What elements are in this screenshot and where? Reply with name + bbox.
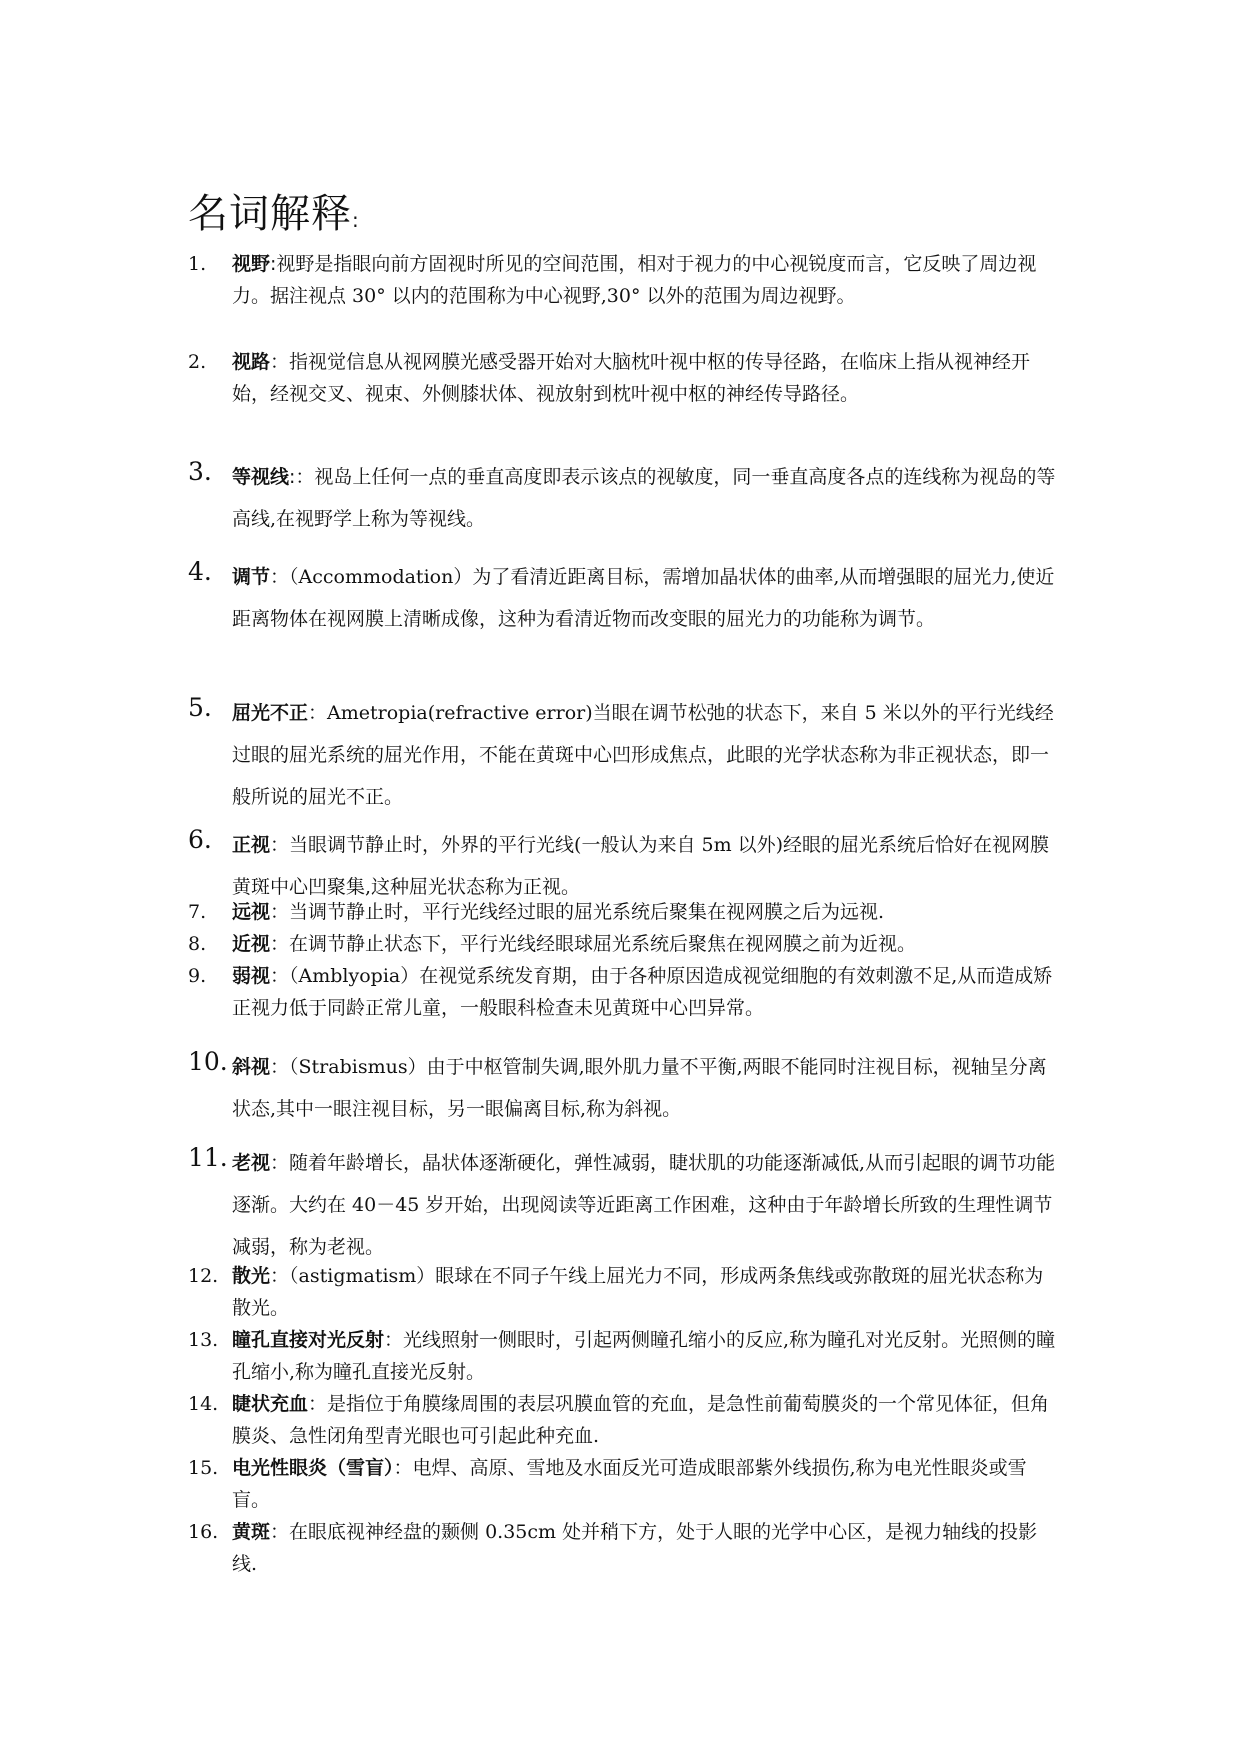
term-entry-1 [188,248,1058,312]
term-entry-5 [188,692,1058,818]
entry-term: 斜视 [232,1056,271,1078]
entry-number: 5. [188,693,212,722]
entry-number: 13. [188,1329,219,1351]
entry-body [232,1388,1058,1452]
entry-separator: :： [289,466,315,488]
entry-definition: Ametropia(refractive error)当眼在调节松弛的状态下，来自 5 米以外的平行光线经过眼的屈光系统的屈光作用，不能在黄斑中心凹形成焦点，此眼的光学状态称为非正视状态，即一般所说的屈光不正。 [232,702,1054,808]
entry-number: 14. [188,1393,219,1415]
term-entry-4 [188,556,1058,640]
entry-term: 近视 [232,933,271,955]
term-entry-16 [188,1516,1058,1580]
entry-body [232,960,1058,1024]
entry-body [232,1324,1058,1388]
entry-number: 16. [188,1521,219,1543]
entry-separator: ： [308,702,328,724]
entry-number: 12. [188,1265,219,1287]
term-entry-2 [188,346,1058,410]
entry-body [232,1260,1058,1324]
entry-term: 电光性眼炎（雪盲） [232,1457,394,1479]
term-entry-14 [188,1388,1058,1452]
entry-number: 4. [188,557,212,586]
entry-body [232,1142,1058,1268]
entry-definition: 当眼调节静止时，外界的平行光线(一般认为来自 5m 以外)经眼的屈光系统后恰好在视网膜黄斑中心凹聚集,这种屈光状态称为正视。 [232,834,1050,898]
entry-separator: : [270,253,277,275]
entry-number: 7. [188,901,207,923]
term-entry-8 [188,928,1058,960]
entry-number: 1. [188,253,207,275]
entry-number: 2. [188,351,207,373]
entry-definition: 指视觉信息从视网膜光感受器开始对大脑枕叶视中枢的传导径路，在临床上指从视神经开始，经视交叉、视束、外侧膝状体、视放射到枕叶视中枢的神经传导路径。 [232,351,1031,405]
entry-definition: （Strabismus）由于中枢管制失调,眼外肌力量不平衡,两眼不能同时注视目标，视轴呈分离状态,其中一眼注视目标，另一眼偏离目标,称为斜视。 [232,1056,1047,1120]
term-entry-11 [188,1142,1058,1268]
entry-body [232,1516,1058,1580]
entry-body [232,896,1058,928]
entry-number: 6. [188,825,212,854]
entry-separator: ： [308,1393,328,1415]
entry-separator: ： [270,566,290,588]
entry-definition: 随着年龄增长，晶状体逐渐硬化，弹性减弱，睫状肌的功能逐渐减低,从而引起眼的调节功能逐渐。大约在 40－45 岁开始，出现阅读等近距离工作困难，这种由于年龄增长所致的生理性调节减弱，称为老视。 [232,1152,1056,1258]
entry-separator: ： [393,1457,413,1479]
entry-separator: ： [270,933,290,955]
term-entry-15 [188,1452,1058,1516]
entry-definition: 在调节静止状态下，平行光线经眼球屈光系统后聚焦在视网膜之前为近视。 [289,933,917,955]
entry-number: 10. [188,1047,228,1076]
term-entry-9 [188,960,1058,1024]
entry-term: 瞳孔直接对光反射 [232,1329,385,1351]
entry-definition: （Accommodation）为了看清近距离目标，需增加晶状体的曲率,从而增强眼的屈光力,使近距离物体在视网膜上清晰成像，这种为看清近物而改变眼的屈光力的功能称为调节。 [232,566,1055,630]
entry-separator: ： [270,1521,290,1543]
entry-number: 3. [188,457,212,486]
entry-separator: ： [270,1056,290,1078]
term-entry-12 [188,1260,1058,1324]
entry-term: 屈光不正 [232,702,309,724]
entry-number: 9. [188,965,207,987]
entry-term: 调节 [232,566,271,588]
term-entry-7 [188,896,1058,928]
entry-definition: 电焊、高原、雪地及水面反光可造成眼部紫外线损伤,称为电光性眼炎或雪盲。 [232,1457,1027,1511]
entry-number: 8. [188,933,207,955]
entry-separator: ： [270,965,290,987]
entry-body [232,928,1058,960]
entry-definition: 当调节静止时，平行光线经过眼的屈光系统后聚集在视网膜之后为远视. [289,901,885,923]
term-entry-10 [188,1046,1058,1130]
entry-separator: ： [270,1152,290,1174]
term-entry-3 [188,456,1058,540]
entry-body [232,346,1058,410]
entry-separator: ： [270,1265,290,1287]
entry-separator: ： [270,901,290,923]
entry-number: 15. [188,1457,219,1479]
entry-term: 视路 [232,351,271,373]
entry-definition: （astigmatism）眼球在不同子午线上屈光力不同，形成两条焦线或弥散斑的屈光状态称为散光。 [232,1265,1044,1319]
entry-body [232,692,1058,818]
entry-separator: ： [270,834,290,856]
entry-term: 等视线 [232,466,290,488]
entry-definition: 在眼底视神经盘的颞侧 0.35cm 处并稍下方，处于人眼的光学中心区，是视力轴线的投影线. [232,1521,1038,1575]
entry-term: 睫状充血 [232,1393,309,1415]
entry-term: 弱视 [232,965,271,987]
entry-separator: ： [270,351,290,373]
entry-term: 黄斑 [232,1521,271,1543]
entry-definition: （Amblyopia）在视觉系统发育期，由于各种原因造成视觉细胞的有效刺激不足,从而造成矫正视力低于同龄正常儿童，一般眼科检查未见黄斑中心凹异常。 [232,965,1053,1019]
entry-body [232,248,1058,312]
page-title-colon: : [352,208,360,232]
entry-body [232,1046,1058,1130]
entry-definition: 视岛上任何一点的垂直高度即表示该点的视敏度，同一垂直高度各点的连线称为视岛的等高线,在视野学上称为等视线。 [232,466,1056,530]
entry-definition: 视野是指眼向前方固视时所见的空间范围，相对于视力的中心视锐度而言，它反映了周边视力。据注视点 30° 以内的范围称为中心视野,30° 以外的范围为周边视野。 [232,253,1037,307]
entry-term: 正视 [232,834,271,856]
entry-definition: 是指位于角膜缘周围的表层巩膜血管的充血，是急性前葡萄膜炎的一个常见体征，但角膜炎、急性闭角型青光眼也可引起此种充血. [232,1393,1050,1447]
page-title: 名词解释: [188,191,360,237]
entry-body [232,456,1058,540]
entry-body [232,1452,1058,1516]
entry-term: 老视 [232,1152,271,1174]
entry-separator: ： [384,1329,404,1351]
entry-number: 11. [188,1143,228,1172]
entry-body [232,556,1058,640]
entry-term: 散光 [232,1265,271,1287]
entry-definition: 光线照射一侧眼时，引起两侧瞳孔缩小的反应,称为瞳孔对光反射。光照侧的瞳孔缩小,称为瞳孔直接光反射。 [232,1329,1056,1383]
entry-term: 视野 [232,253,271,275]
term-entry-13 [188,1324,1058,1388]
entry-term: 远视 [232,901,271,923]
